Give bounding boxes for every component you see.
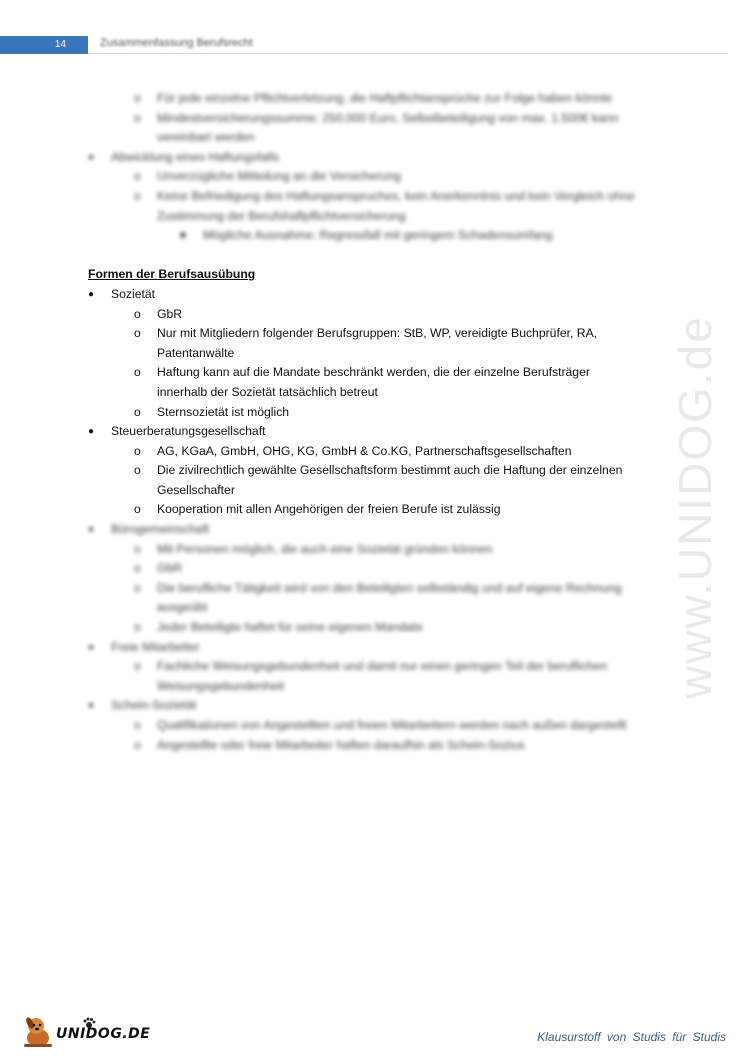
- list-item: [0, 540, 690, 560]
- list-item-text: Zustimmung der Berufshaftpflichtversicherung: [157, 208, 406, 223]
- list-item: [0, 442, 690, 462]
- list-item-text: ausgeübt: [157, 600, 208, 615]
- list-item-text: Bürogemeinschaft: [111, 522, 210, 537]
- list-item: [0, 324, 690, 344]
- list-item-text: Steuerberatungsgesellschaft: [111, 424, 266, 439]
- list-item: [0, 207, 690, 227]
- list-item: [0, 579, 690, 599]
- bullet-l2-icon: o: [134, 365, 141, 380]
- bullet-l2-icon: o: [134, 326, 141, 341]
- list-item-text: Mögliche Ausnahme: Regressfall mit geringem Schadensumfang: [203, 228, 553, 243]
- bullet-l2-icon: o: [134, 502, 141, 517]
- list-item: [0, 638, 690, 658]
- list-item-text: Sozietät: [111, 286, 156, 301]
- list-item-text: Haftung kann auf die Mandate beschränkt werden, die der einzelne Berufsträger: [157, 365, 590, 380]
- list-item-text: Sternsozietät ist möglich: [157, 404, 290, 419]
- bullet-l2-icon: o: [134, 306, 141, 321]
- bullet-l2-icon: o: [134, 659, 141, 674]
- list-item: [0, 89, 690, 109]
- list-item-text: Keine Befriedigung des Haftungsanspruches, kein Anerkenntnis und kein Vergleich ohne: [157, 188, 635, 203]
- header-title: Zusammenfassung Berufsrecht: [100, 37, 253, 49]
- list-item: [0, 344, 690, 364]
- bullet-l2-icon: o: [134, 737, 141, 752]
- bullet-l2-icon: o: [134, 718, 141, 732]
- list-item-text: GbR: [157, 306, 183, 321]
- list-item-text: Jeder Beteiligte haftet für seine eigenen Mandate: [157, 620, 423, 635]
- list-item-text: Schein-Sozietät: [111, 698, 197, 713]
- bottom-blurred-list: [0, 520, 690, 755]
- list-item-text: Angestellte oder freie Mitarbeiter haften daraufhin als Schein-Sozius: [157, 737, 525, 752]
- top-blurred-list: [0, 89, 690, 246]
- bullet-l2-icon: o: [134, 620, 141, 635]
- list-item-text: Die zivilrechtlich gewählte Gesellschaftsform bestimmt auch die Haftung der einzelnen: [157, 463, 623, 478]
- list-item: [0, 657, 690, 677]
- list-item: [0, 716, 690, 736]
- list-item: [0, 226, 690, 246]
- list-item-text: vereinbart werden: [157, 130, 255, 145]
- bullet-l2-icon: o: [134, 443, 141, 458]
- list-item: [0, 383, 690, 403]
- sharp-list: [0, 285, 690, 520]
- list-item: [0, 285, 690, 305]
- bullet-l2-icon: o: [134, 169, 141, 184]
- bullet-l1-icon: ●: [88, 641, 95, 653]
- list-item: [0, 363, 690, 383]
- list-item: [0, 461, 690, 481]
- list-item-text: Mit Personen möglich, die auch eine Sozietät gründen können: [157, 541, 493, 556]
- list-item-text: Nur mit Mitgliedern folgender Berufsgruppen: StB, WP, vereidigte Buchprüfer, RA,: [157, 326, 598, 341]
- list-item: [0, 598, 690, 618]
- bullet-l1-icon: ●: [88, 426, 95, 438]
- list-item: [0, 128, 690, 148]
- list-item: [0, 403, 690, 423]
- header-divider: [88, 53, 728, 54]
- bullet-l1-icon: ●: [88, 524, 95, 536]
- list-item: [0, 187, 690, 207]
- list-item: [0, 696, 690, 716]
- list-item: [0, 422, 690, 442]
- list-item: [0, 736, 690, 756]
- section-spacer: [0, 246, 690, 266]
- list-item: [0, 618, 690, 638]
- list-item-text: innerhalb der Sozietät tatsächlich betreut: [157, 384, 378, 399]
- section-heading-line: [0, 265, 690, 285]
- list-item: [0, 677, 690, 697]
- list-item-text: Unverzügliche Mitteilung an die Versicherung: [157, 169, 401, 184]
- list-item-text: Mindestversicherungssumme: 250.000 Euro, Selbstbeteiligung von max. 1.500€ kann: [157, 110, 619, 125]
- list-item: [0, 500, 690, 520]
- page-number-badge: 14: [0, 36, 88, 54]
- list-item-text: Fachliche Weisungsgebundenheit und damit nur einen geringen Teil der beruflichen: [157, 659, 608, 674]
- list-item-text: Die berufliche Tätigkeit wird von den Beteiligten selbständig und auf eigene Rechnung: [157, 580, 622, 595]
- list-item-text: Weisungsgebundenheit: [157, 678, 285, 693]
- list-item-text: AG, KGaA, GmbH, OHG, KG, GmbH & Co.KG, Partnerschaftsgesellschaften: [157, 443, 572, 458]
- section-heading: Formen der Berufsausübung: [88, 267, 256, 282]
- bullet-l1-icon: ●: [88, 151, 95, 163]
- list-item-text: Abwicklung eines Haftungsfalls: [111, 149, 280, 164]
- bullet-l2-icon: o: [134, 404, 141, 419]
- dog-mascot-icon: [20, 1014, 56, 1050]
- list-item: [0, 148, 690, 168]
- bullet-l2-icon: o: [134, 110, 141, 125]
- bullet-l2-icon: o: [134, 541, 141, 556]
- list-item-text: GbR: [157, 561, 183, 576]
- bullet-l2-icon: o: [134, 463, 141, 478]
- bullet-l2-icon: o: [134, 580, 141, 595]
- unidog-logo: [20, 1014, 160, 1050]
- list-item-text: Freie Mitarbeiter: [111, 639, 200, 654]
- list-item: [0, 305, 690, 325]
- list-item-text: Patentanwälte: [157, 345, 235, 360]
- bullet-l1-icon: ●: [88, 700, 95, 712]
- list-item-text: Für jede einzelne Pflichtverletzung, die Haftpflichtansprüche zur Folge haben könnte: [157, 91, 613, 105]
- list-item: [0, 520, 690, 540]
- footer-tagline: Klausurstoff von Studis für Studis: [537, 1030, 726, 1044]
- list-item-text: Gesellschafter: [157, 482, 235, 497]
- bullet-l2-icon: o: [134, 188, 141, 203]
- bullet-l3-icon: ■: [180, 230, 187, 242]
- list-item-text: Qualifikationen von Angestellten und freien Mitarbeitern werden nach außen dargestellt: [157, 718, 627, 732]
- bullet-l1-icon: ●: [88, 288, 95, 300]
- bullet-l2-icon: o: [134, 91, 141, 105]
- watermark: www.UNIDOG.de: [669, 315, 721, 699]
- bullet-l2-icon: o: [134, 561, 141, 576]
- logo-text: UNIDOG.DE: [56, 1026, 151, 1042]
- list-item: [0, 559, 690, 579]
- list-item-text: Kooperation mit allen Angehörigen der freien Berufe ist zulässig: [157, 502, 501, 517]
- page-header: [0, 36, 750, 56]
- document-body: [0, 89, 690, 755]
- list-item: [0, 167, 690, 187]
- list-item: [0, 481, 690, 501]
- list-item: [0, 109, 690, 129]
